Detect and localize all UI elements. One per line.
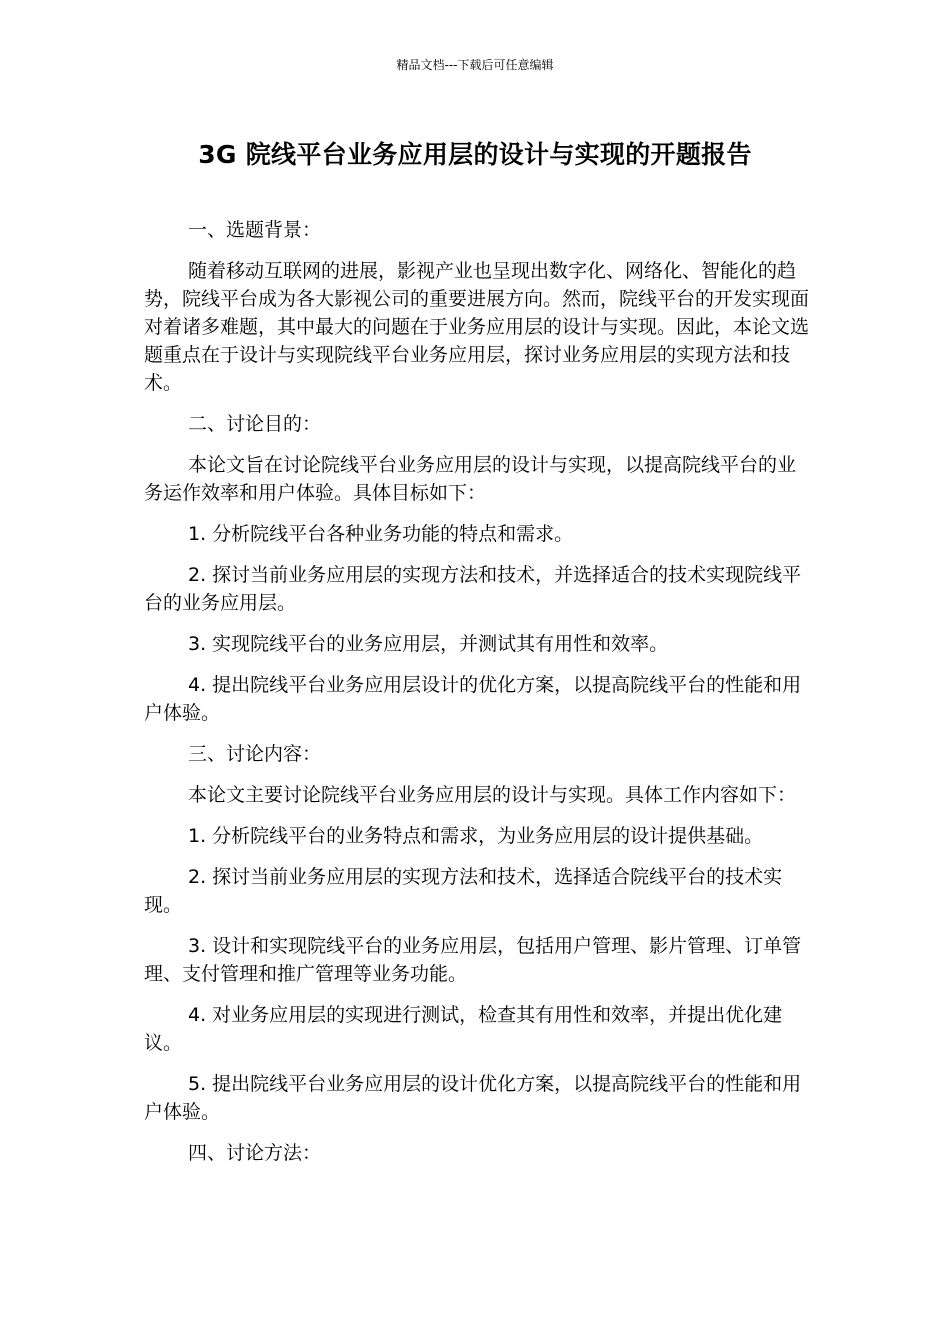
content-item-1: 1. 分析院线平台的业务特点和需求，为业务应用层的设计提供基础。 — [188, 825, 764, 847]
content-item-3: 3. 设计和实现院线平台的业务应用层，包括用户管理、影片管理、订单管理、支付管理和推广管理等业务功能。 — [144, 935, 802, 985]
section-heading-method: 四、讨论方法： — [188, 1142, 322, 1164]
paragraph-purpose: 本论文旨在讨论院线平台业务应用层的设计与实现，以提高院线平台的业务运作效率和用户体验。具体目标如下： — [144, 454, 797, 504]
content-item-2: 2. 探讨当前业务应用层的实现方法和技术，选择适合院线平台的技术实现。 — [144, 866, 783, 916]
purpose-item-4: 4. 提出院线平台业务应用层设计的优化方案，以提高院线平台的性能和用户体验。 — [144, 674, 802, 724]
purpose-item-2: 2. 探讨当前业务应用层的实现方法和技术，并选择适合的技术实现院线平台的业务应用层。 — [144, 564, 802, 614]
page-header: 精品文档---下载后可任意编辑 — [396, 58, 554, 72]
section-heading-content: 三、讨论内容： — [188, 743, 322, 765]
document-title: 3G 院线平台业务应用层的设计与实现的开题报告 — [198, 140, 752, 169]
content-item-5: 5. 提出院线平台业务应用层的设计优化方案，以提高院线平台的性能和用户体验。 — [144, 1073, 802, 1123]
paragraph-content: 本论文主要讨论院线平台业务应用层的设计与实现。具体工作内容如下： — [188, 784, 797, 806]
section-heading-background: 一、选题背景： — [188, 219, 322, 241]
paragraph-background: 随着移动互联网的进展，影视产业也呈现出数字化、网络化、智能化的趋势，院线平台成为各大影视公司的重要进展方向。然而，院线平台的开发实现面对着诸多难题，其中最大的问题在于业务应用层的设计与实现。因此，本论文选题重点在于设计与实现院线平台业务应用层，探讨业务应用层的实现方法和技术。 — [144, 260, 810, 394]
purpose-item-1: 1. 分析院线平台各种业务功能的特点和需求。 — [188, 523, 574, 545]
document-body — [144, 216, 810, 1180]
purpose-item-3: 3. 实现院线平台的业务应用层，并测试其有用性和效率。 — [188, 633, 669, 655]
content-item-4: 4. 对业务应用层的实现进行测试，检查其有用性和效率，并提出优化建议。 — [144, 1004, 783, 1054]
section-heading-purpose: 二、讨论目的： — [188, 413, 322, 435]
